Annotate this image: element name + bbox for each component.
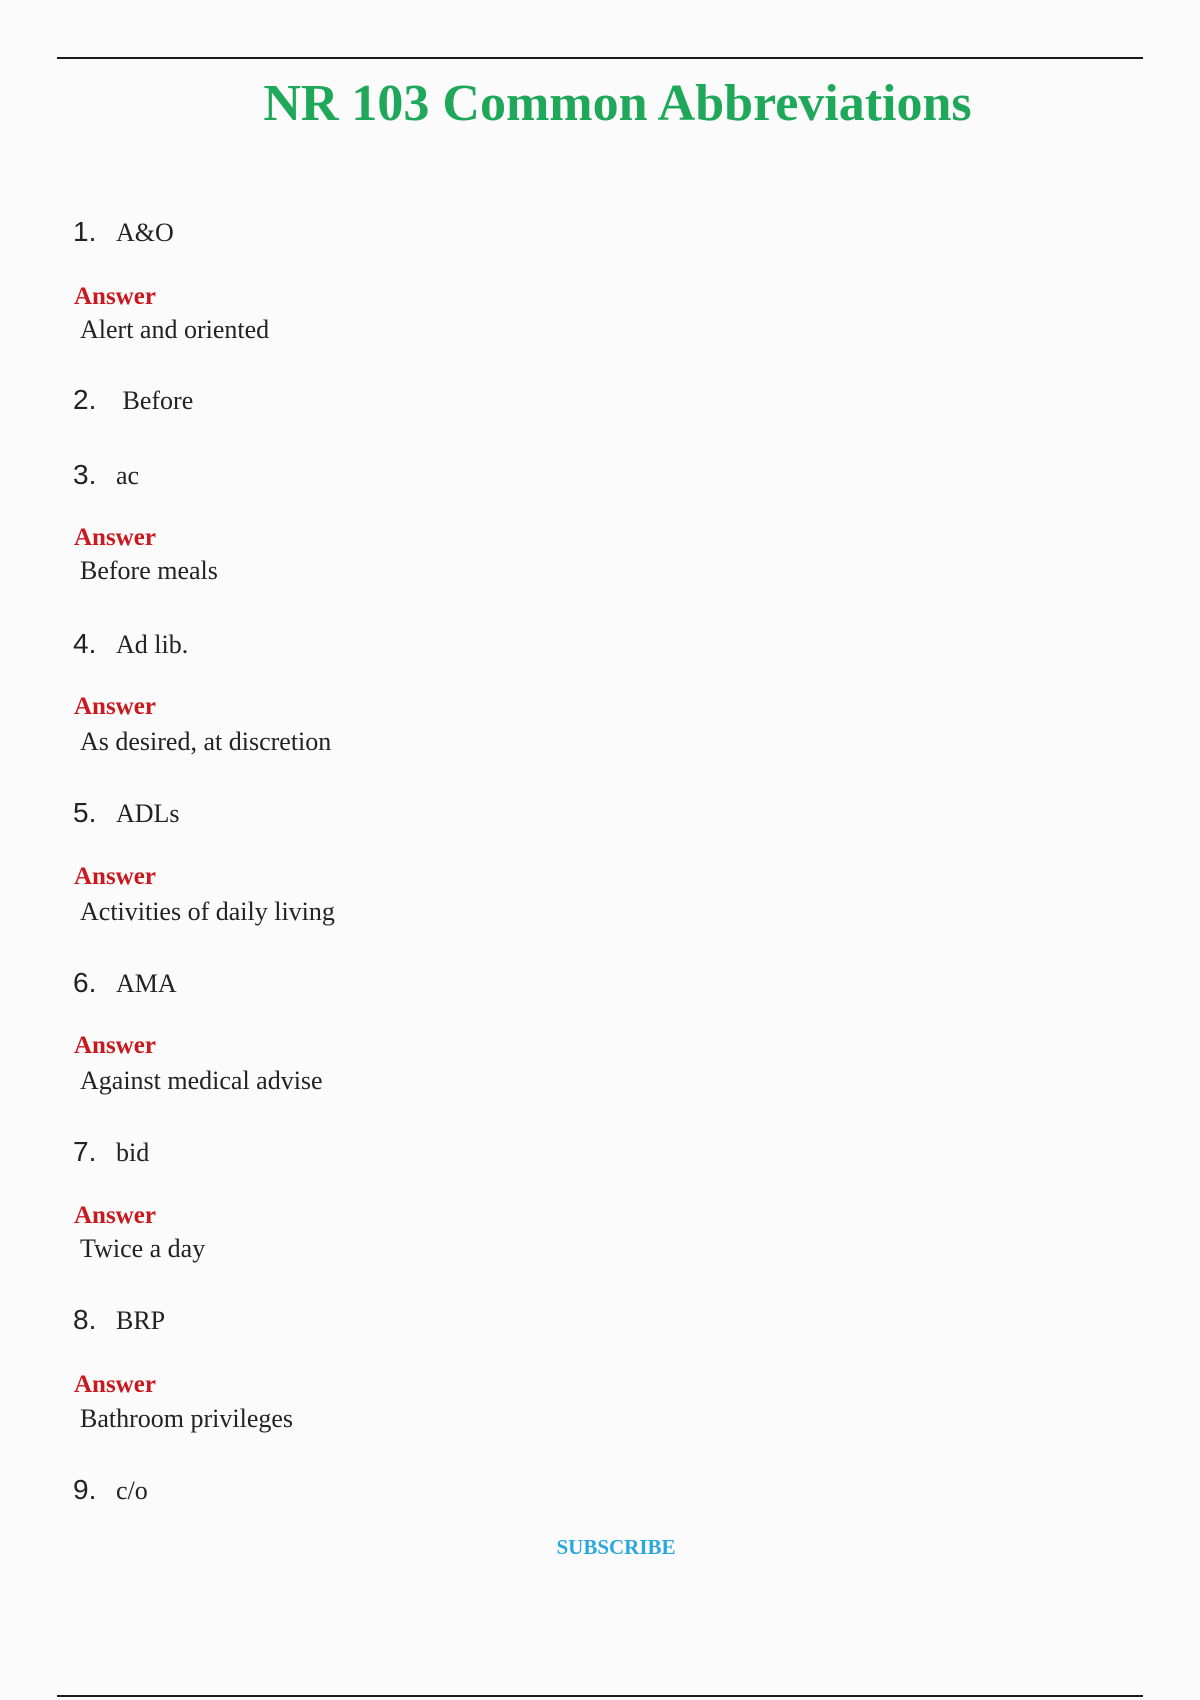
item-term: Before	[116, 386, 194, 415]
list-item	[73, 382, 193, 418]
subscribe-link[interactable]: SUBSCRIBE	[556, 1535, 676, 1559]
item-number: 3.	[73, 459, 97, 490]
item-number: 6.	[73, 967, 97, 998]
answer-label: Answer	[74, 283, 156, 310]
list-item	[73, 1472, 148, 1508]
list-item	[73, 626, 188, 662]
answer-text: Before meals	[80, 556, 218, 585]
answer-text: Activities of daily living	[80, 897, 335, 926]
answer-text: Alert and oriented	[80, 315, 270, 344]
item-term: bid	[116, 1138, 150, 1167]
answer-label: Answer	[74, 863, 156, 890]
list-item	[73, 1302, 165, 1338]
item-term: ac	[116, 461, 140, 490]
list-item	[73, 1134, 149, 1170]
item-number: 4.	[73, 628, 97, 659]
item-number: 8.	[73, 1304, 97, 1335]
item-term: ADLs	[116, 799, 180, 828]
answer-text: Twice a day	[80, 1234, 206, 1263]
item-term: AMA	[116, 969, 177, 998]
document-title: NR 103 Common Abbreviations	[263, 75, 972, 132]
item-number: 9.	[73, 1474, 97, 1505]
item-number: 5.	[73, 797, 97, 828]
item-term: c/o	[116, 1476, 148, 1505]
item-number: 7.	[73, 1136, 97, 1167]
answer-label: Answer	[74, 1371, 156, 1398]
answer-label: Answer	[74, 1202, 156, 1229]
item-number: 2.	[73, 384, 97, 415]
list-item	[73, 795, 180, 831]
answer-text: Bathroom privileges	[80, 1404, 294, 1433]
answer-text: Against medical advise	[80, 1066, 323, 1095]
list-item	[73, 214, 174, 250]
answer-label: Answer	[74, 524, 156, 551]
bottom-rule	[57, 1695, 1143, 1697]
answer-label: Answer	[74, 693, 156, 720]
item-term: A&O	[116, 218, 174, 247]
list-item	[73, 965, 177, 1001]
item-number: 1.	[73, 216, 97, 247]
answer-label: Answer	[74, 1032, 156, 1059]
answer-text: As desired, at discretion	[80, 727, 332, 756]
list-item	[73, 457, 139, 493]
item-term: BRP	[116, 1306, 166, 1335]
item-term: Ad lib.	[116, 630, 189, 659]
top-rule	[57, 57, 1143, 59]
